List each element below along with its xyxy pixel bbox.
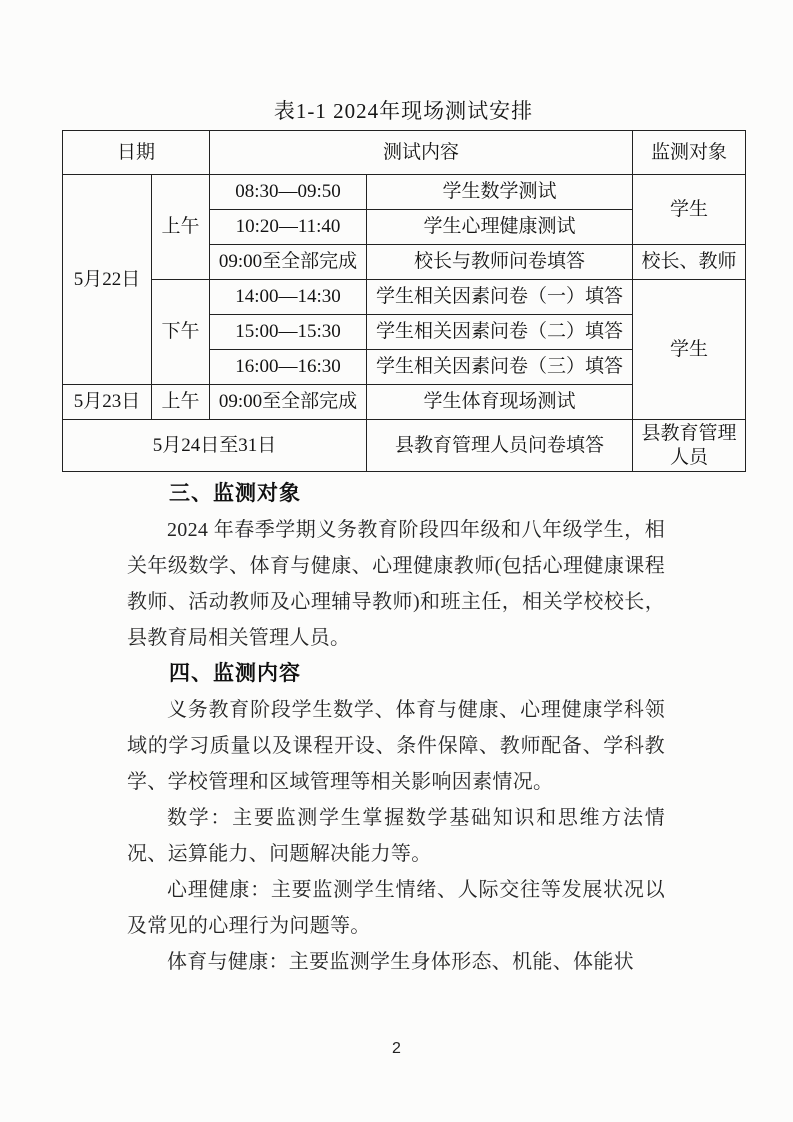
cell-time: 09:00至全部完成 <box>210 385 367 420</box>
header-date: 日期 <box>63 131 210 175</box>
cell-content: 学生数学测试 <box>367 175 633 210</box>
cell-content: 校长与教师问卷填答 <box>367 245 633 280</box>
cell-target-county-admin: 县教育管理人员 <box>633 420 746 472</box>
cell-time: 16:00—16:30 <box>210 350 367 385</box>
cell-time: 15:00—15:30 <box>210 315 367 350</box>
cell-date-may23: 5月23日 <box>63 385 152 420</box>
cell-time: 08:30—09:50 <box>210 175 367 210</box>
section-heading-4: 四、监测内容 <box>169 662 301 685</box>
section-heading-3: 三、监测对象 <box>169 482 301 505</box>
cell-date-may24-31: 5月24日至31日 <box>63 420 367 472</box>
cell-content: 学生体育现场测试 <box>367 385 633 420</box>
table-title: 表1-1 2024年现场测试安排 <box>273 99 534 123</box>
cell-date-may22: 5月22日 <box>63 175 152 385</box>
cell-period-am1: 上午 <box>152 175 210 280</box>
cell-target-principal-teachers: 校长、教师 <box>633 245 746 280</box>
table-row <box>63 420 746 472</box>
table-header-row <box>63 131 746 175</box>
cell-time: 14:00—14:30 <box>210 280 367 315</box>
cell-target-students2: 学生 <box>633 280 746 420</box>
header-content: 测试内容 <box>210 131 633 175</box>
cell-content: 县教育管理人员问卷填答 <box>367 420 633 472</box>
cell-content: 学生心理健康测试 <box>367 210 633 245</box>
paragraph: 体育与健康：主要监测学生身体形态、机能、体能状 <box>167 951 634 973</box>
cell-time: 10:20—11:40 <box>210 210 367 245</box>
page-number: 2 <box>392 1040 401 1057</box>
table-row <box>63 280 746 315</box>
cell-time: 09:00至全部完成 <box>210 245 367 280</box>
schedule-table <box>62 130 746 472</box>
paragraph: 心理健康：主要监测学生情绪、人际交往等发展状况以及常见的心理行为问题等。 <box>127 879 665 937</box>
header-target: 监测对象 <box>633 131 746 175</box>
cell-target-students1: 学生 <box>633 175 746 245</box>
table-row <box>63 175 746 210</box>
paragraph: 2024 年春季学期义务教育阶段四年级和八年级学生，相关年级数学、体育与健康、心理健康教师(包括心理健康课程教师、活动教师及心理辅导教师)和班主任，相关学校校长，县教育局相关管理人员。 <box>127 519 665 649</box>
cell-content: 学生相关因素问卷（三）填答 <box>367 350 633 385</box>
paragraph: 义务教育阶段学生数学、体育与健康、心理健康学科领域的学习质量以及课程开设、条件保障、教师配备、学科教学、学校管理和区域管理等相关影响因素情况。 <box>127 699 665 793</box>
cell-content: 学生相关因素问卷（一）填答 <box>367 280 633 315</box>
cell-period-am2: 上午 <box>152 385 210 420</box>
body-text <box>127 476 665 980</box>
paragraph: 数学：主要监测学生掌握数学基础知识和思维方法情况、运算能力、问题解决能力等。 <box>127 807 665 865</box>
cell-period-pm: 下午 <box>152 280 210 385</box>
cell-content: 学生相关因素问卷（二）填答 <box>367 315 633 350</box>
